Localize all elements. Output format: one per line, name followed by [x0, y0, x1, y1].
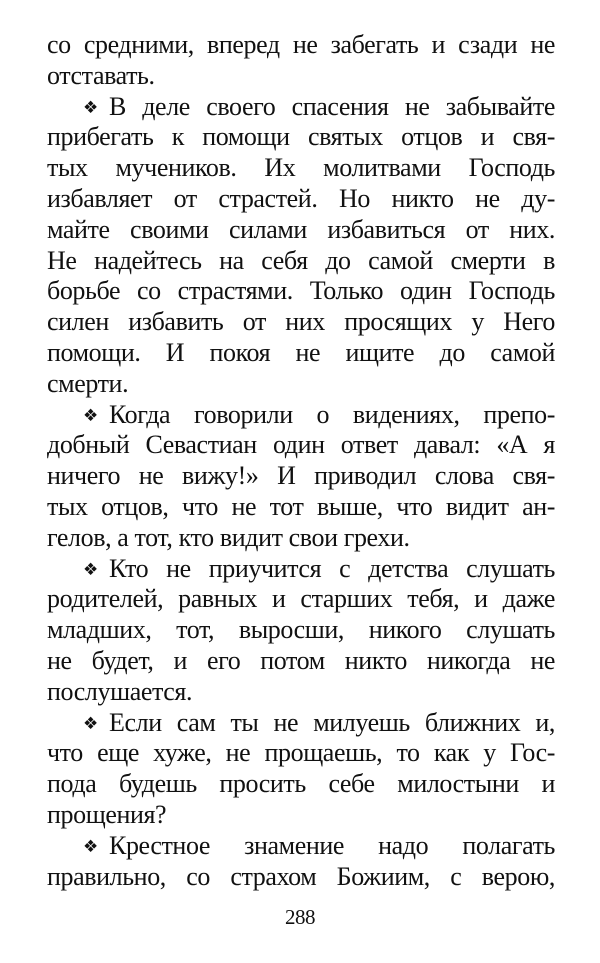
text-line	[47, 554, 555, 585]
text-line: Не надейтесь на себя до самой смерти в	[47, 245, 555, 275]
bullet-icon: ❖	[83, 836, 98, 857]
text-line: пода будешь просить себе милостыни и	[47, 769, 555, 799]
bullet-icon: ❖	[83, 97, 98, 118]
bullet-icon: ❖	[83, 559, 98, 580]
page-number: 288	[285, 905, 315, 929]
bullet-icon: ❖	[83, 405, 98, 426]
text-line: тых отцов, что не тот выше, что видит ан-	[47, 491, 555, 521]
text-line: гелов, а тот, кто видит свои грехи.	[47, 522, 410, 552]
text-line: родителей, равных и старших тебя, и даже	[47, 584, 555, 614]
text-line: правильно, со страхом Божиим, с верою,	[47, 861, 555, 891]
text-line	[47, 92, 555, 123]
text-line: помощи. И покоя не ищите до самой	[47, 337, 555, 367]
text-line-content: Когда говорили о видениях, препо-	[109, 399, 555, 429]
text-line: прибегать к помощи святых отцов и свя-	[47, 122, 555, 152]
text-line: борьбе со страстями. Только один Господь	[47, 276, 555, 306]
text-line-content: Крестное знамение надо полагать	[109, 830, 555, 860]
text-line: младших, тот, выросши, никого слушать	[47, 615, 555, 645]
text-line: что еще хуже, не прощаешь, то как у Гос-	[47, 738, 555, 768]
text-line: смерти.	[47, 368, 129, 398]
text-line: тых мучеников. Их молитвами Господь	[47, 153, 555, 183]
text-line: силен избавить от них просящих у Него	[47, 307, 555, 337]
text-line: добный Севастиан один ответ давал: «А я	[47, 430, 555, 460]
text-line	[47, 708, 555, 739]
text-line: избавляет от страстей. Но никто не ду-	[47, 183, 555, 213]
text-line: со средними, вперед не забегать и сзади не	[47, 30, 555, 59]
text-line	[47, 831, 555, 862]
body-text	[47, 30, 555, 892]
text-line: ничего не вижу!» И приводил слова свя-	[47, 461, 555, 491]
bullet-icon: ❖	[83, 713, 98, 734]
text-line: отставать.	[47, 60, 155, 90]
text-line: послушается.	[47, 676, 193, 706]
text-line: прощения?	[47, 799, 167, 829]
text-line: не будет, и его потом никто никогда не	[47, 645, 555, 675]
text-line-content: В деле своего спасения не забывайте	[109, 91, 555, 121]
text-line-content: Кто не приучится с детства слушать	[109, 553, 555, 583]
text-line-content: Если сам ты не милуешь ближних и,	[109, 707, 555, 737]
text-line: майте своими силами избавиться от них.	[47, 214, 555, 244]
text-line	[47, 400, 555, 431]
